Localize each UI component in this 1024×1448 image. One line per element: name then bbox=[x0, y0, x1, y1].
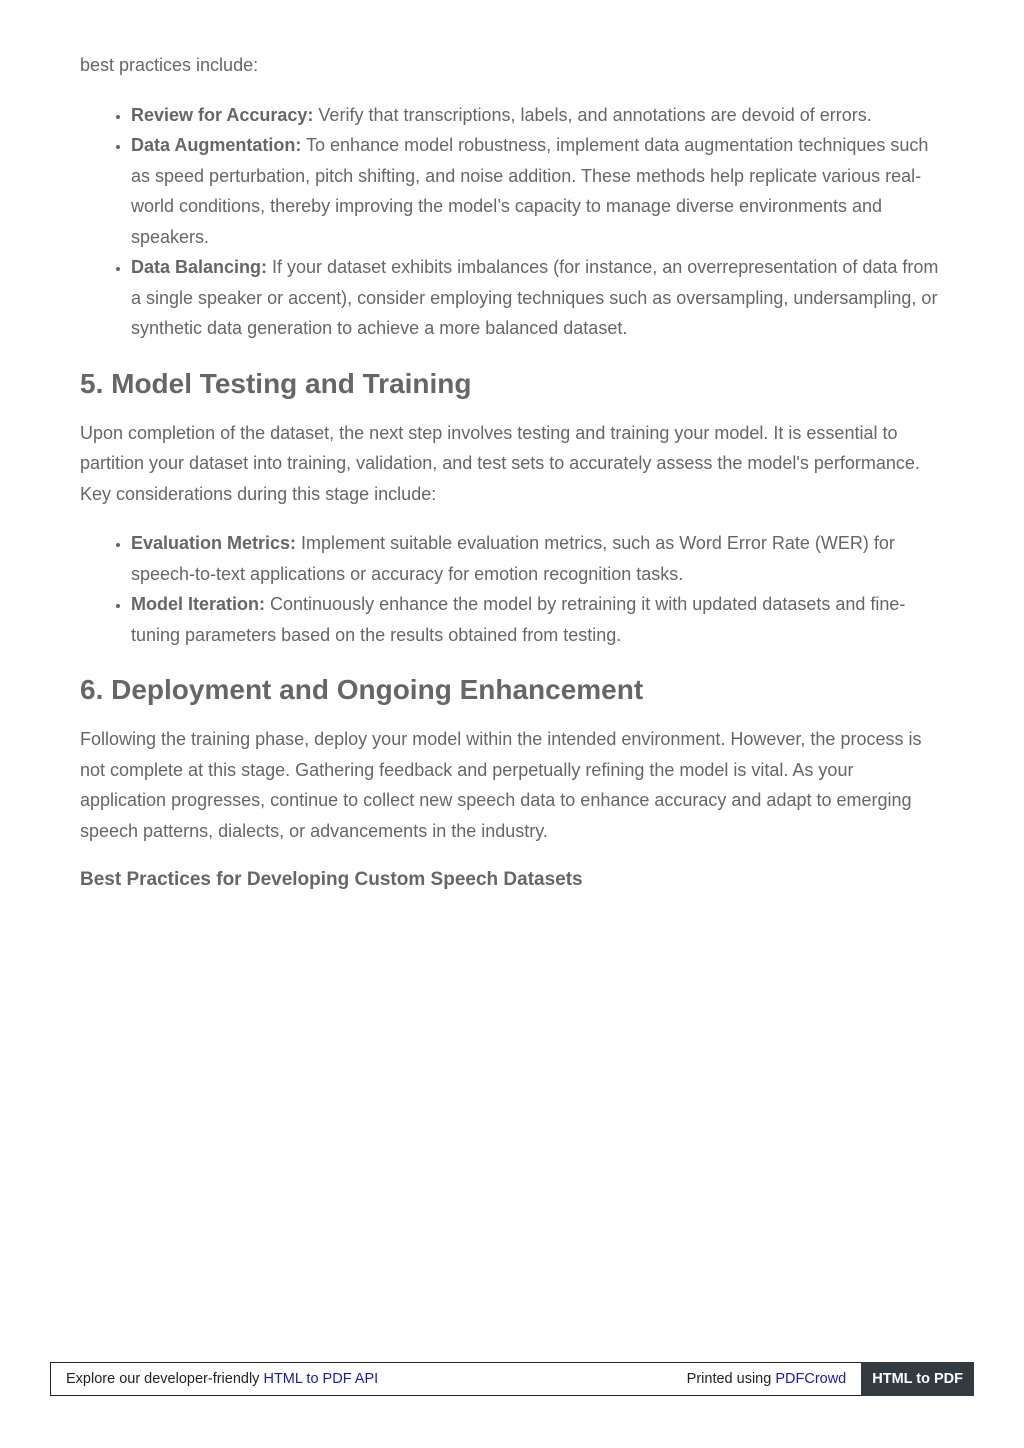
list-item-lead: Data Augmentation: bbox=[131, 135, 302, 155]
list-item bbox=[131, 130, 944, 252]
list-item-text: If your dataset exhibits imbalances (for instance, an overrepresentation of data from a single speaker or accent), consider employing techniques such as oversampling, undersampling, or synthetic data generation to achieve a more balanced dataset. bbox=[131, 257, 939, 338]
model-testing-list bbox=[80, 528, 944, 650]
list-item-lead: Review for Accuracy: bbox=[131, 104, 314, 125]
list-item bbox=[131, 589, 944, 650]
list-item bbox=[131, 252, 944, 344]
html-to-pdf-badge[interactable]: HTML to PDF bbox=[861, 1362, 974, 1396]
footer-printed bbox=[687, 1363, 862, 1395]
pdf-footer-bar bbox=[50, 1362, 974, 1396]
list-item-text: Continuously enhance the model by retraining it with updated datasets and fine-tuning parameters based on the results obtained from testing. bbox=[131, 594, 906, 645]
list-item-lead: Evaluation Metrics: bbox=[131, 533, 297, 553]
pdfcrowd-link[interactable]: PDFCrowd bbox=[775, 1371, 847, 1387]
list-item-text: Implement suitable evaluation metrics, such as Word Error Rate (WER) for speech-to-text applications or accuracy for emotion recognition tasks. bbox=[131, 533, 895, 584]
list-item-lead: Data Balancing: bbox=[131, 257, 268, 277]
section-heading-deployment: 6. Deployment and Ongoing Enhancement bbox=[80, 674, 644, 705]
intro-paragraph: best practices include: bbox=[80, 55, 259, 75]
list-item bbox=[131, 100, 944, 131]
section-paragraph-model-testing: Upon completion of the dataset, the next step involves testing and training your model. It is essential to partition your dataset into training, validation, and test sets to accurately assess the model's performance. Key considerations during this stage include: bbox=[80, 422, 920, 504]
subheading-best-practices: Best Practices for Developing Custom Speech Datasets bbox=[80, 869, 583, 890]
list-item-text: Verify that transcriptions, labels, and annotations are devoid of errors. bbox=[313, 104, 872, 125]
list-item-lead: Model Iteration: bbox=[131, 594, 265, 614]
document-body bbox=[80, 50, 944, 896]
section-heading-model-testing: 5. Model Testing and Training bbox=[80, 367, 472, 399]
section-paragraph-deployment: Following the training phase, deploy your model within the intended environment. However, the process is not complete at this stage. Gathering feedback and perpetually refining the model is vital. As your application progresses, continue to collect new speech data to enhance accuracy and adapt to emerging speech patterns, dialects, or advancements in the industry. bbox=[80, 729, 922, 841]
data-quality-list bbox=[80, 100, 944, 344]
footer-printed-text: Printed using bbox=[686, 1371, 776, 1387]
footer-explore-text: Explore our developer-friendly bbox=[66, 1371, 264, 1387]
html-to-pdf-api-link[interactable]: HTML to PDF API bbox=[263, 1371, 379, 1387]
list-item-text: To enhance model robustness, implement data augmentation techniques such as speed perturbation, pitch shifting, and noise addition. These methods help replicate various real-world conditions, thereby improving the model’s capacity to manage diverse environments and speakers. bbox=[131, 135, 929, 247]
list-item bbox=[131, 528, 944, 589]
footer-explore bbox=[51, 1363, 687, 1395]
